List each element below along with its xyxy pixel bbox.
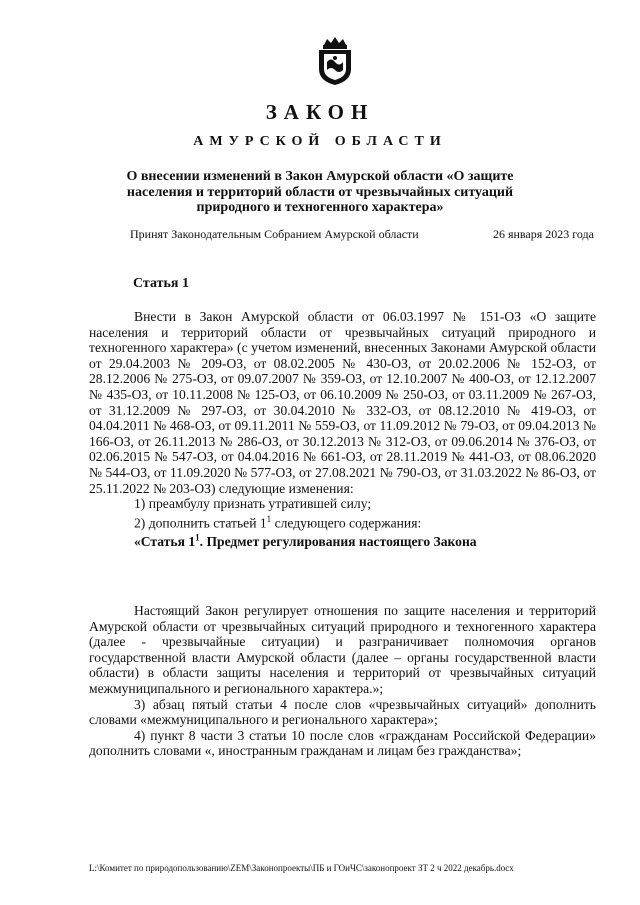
adoption-date: 26 января 2023 года	[492, 227, 594, 241]
scope-paragraph: Настоящий Закон регулирует отношения по защите населения и территорий Амурской области от чрезвычайных ситуаций природного и техногенного характера (далее - чрезвычайные ситуации) и разграничивает полномочия органов государственной власти Амурской области (далее – органы государственной власти области) в области защиты населения и территорий от чрезвычайных ситуаций межмуниципального и регионального характера.»;	[89, 603, 596, 696]
amendment-item-3: 3) абзац пятый статьи 4 после слов «чрезвычайных ситуаций» дополнить словами «межмуниципального и регионального характера»;	[89, 696, 596, 728]
amendment-body	[89, 603, 596, 759]
amendment-item-1: 1) преамбулу признать утратившей силу;	[134, 496, 372, 512]
article-heading: Статья 1	[133, 276, 189, 291]
file-path-footer: L:\Комитет по природопользованию\ZEM\Законопроекты\ПБ и ГОиЧС\законопроект ЗТ 2 ч 2022 декабрь.docx	[89, 863, 514, 873]
amur-region-coat-of-arms-icon	[316, 36, 354, 86]
new-article-heading: «Статья $1^1$. Предмет регулирования настоящего Закона	[134, 532, 477, 550]
adoption-statement: Принят Законодательным Собранием Амурской области	[130, 227, 419, 241]
amendment-item-4: 4) пункт 8 части 3 статьи 10 после слов «гражданам Российской Федерации» дополнить словами «, иностранным гражданам и лицам без гражданства»;	[89, 727, 596, 759]
intro-paragraph: Внести в Закон Амурской области от 06.03.1997 № 151-ОЗ «О защите населения и территорий области от чрезвычайных ситуаций природного и техногенного характера» (с учетом изменений, внесенных Законами Амурской области от 29.04.2003 № 209-ОЗ, от 08.02.2005 № 430-ОЗ, от 20.02.2006 № 152-ОЗ, от 28.12.2006 № 275-ОЗ, от 09.07.2007 № 359-ОЗ, от 12.10.2007 № 400-ОЗ, от 12.12.2007 № 435-ОЗ, от 10.11.2008 № 125-ОЗ, от 06.10.2009 № 250-ОЗ, от 03.11.2009 № 267-ОЗ, от 31.12.2009 № 297-ОЗ, от 30.04.2010 № 332-ОЗ, от 08.12.2010 № 419-ОЗ, от 04.04.2011 № 468-ОЗ, от 09.11.2011 № 559-ОЗ, от 11.09.2012 № 79-ОЗ, от 09.04.2013 № 166-ОЗ, от 26.11.2013 № 286-ОЗ, от 30.12.2013 № 312-ОЗ, от 09.06.2014 № 376-ОЗ, от 02.06.2015 № 547-ОЗ, от 04.04.2016 № 661-ОЗ, от 28.11.2019 № 441-ОЗ, от 08.06.2020 № 544-ОЗ, от 11.09.2020 № 577-ОЗ, от 27.08.2021 № 790-ОЗ, от 31.03.2022 № 86-ОЗ, от 25.11.2022 № 203-ОЗ) следующие изменения:	[89, 309, 596, 496]
amendment-item-2: 2) дополнить статьей $1^1$ следующего содержания:	[134, 513, 422, 531]
document-title: ЗАКОН	[265, 100, 375, 124]
region-name: АМУРСКОЙ ОБЛАСТИ	[193, 134, 447, 149]
law-subject: О внесении изменений в Закон Амурской области «О защите населения и территорий области от чрезвычайных ситуаций природного и техногенного характера»	[126, 169, 514, 215]
article-body	[89, 309, 596, 550]
